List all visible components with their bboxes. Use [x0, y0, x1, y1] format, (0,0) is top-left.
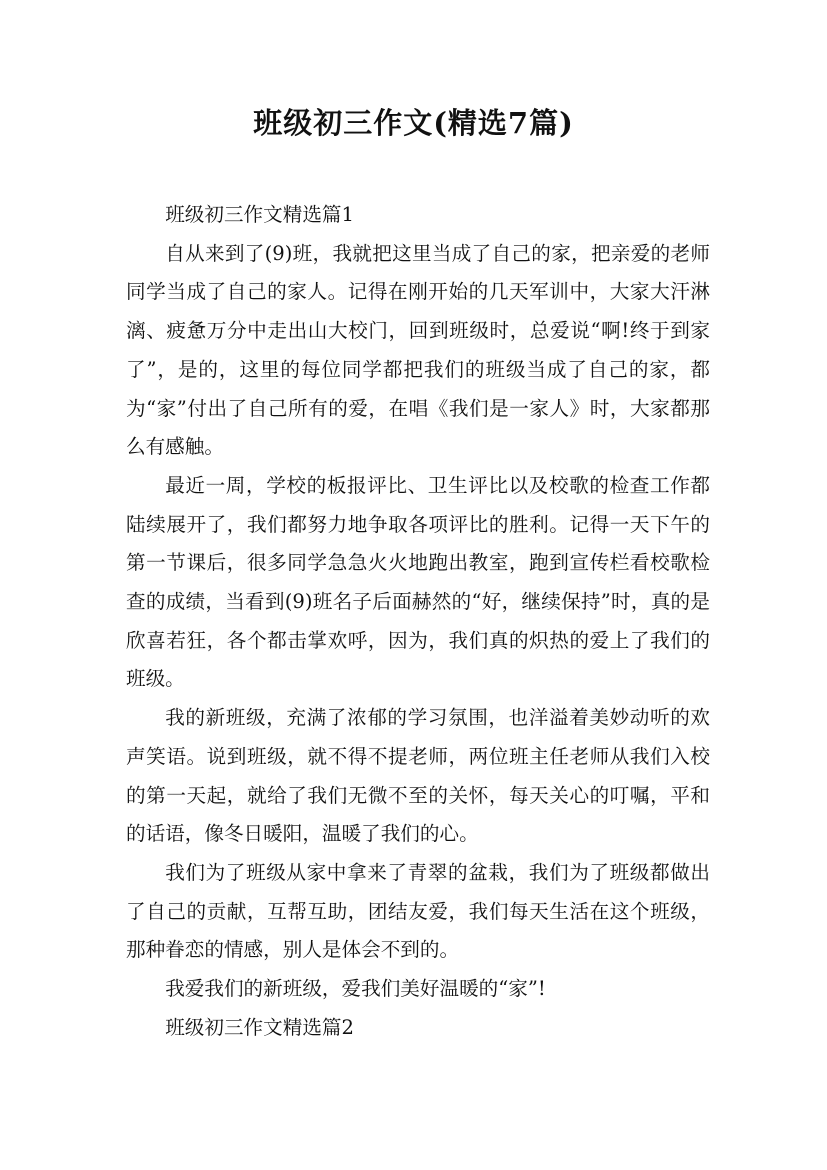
body-paragraph: 我的新班级，充满了浓郁的学习氛围，也洋溢着美妙动听的欢声笑语。说到班级，就不得不提老师，两位班主任老师从我们入校的第一天起，就给了我们无微不至的关怀，每天关心的叮嘱，平和的话语，像冬日暖阳，温暖了我们的心。 — [126, 706, 710, 846]
document-body — [126, 196, 710, 1047]
body-paragraph: 我们为了班级从家中拿来了青翠的盆栽，我们为了班级都做出了自己的贡献，互帮互助，团结友爱，我们每天生活在这个班级，那种眷恋的情感，别人是体会不到的。 — [126, 860, 710, 962]
body-paragraph: 我爱我们的新班级，爱我们美好温暖的“家”! — [165, 977, 546, 1001]
body-paragraph: 自从来到了(9)班，我就把这里当成了自己的家，把亲爱的老师同学当成了自己的家人。记得在刚开始的几天军训中，大家大汗淋漓、疲惫万分中走出山大校门，回到班级时，总爱说“啊!终于到家了”，是的，这里的每位同学都把我们的班级当成了自己的家，都为“家”付出了自己所有的爱，在唱《我们是一家人》时，大家都那么有感触。 — [126, 241, 710, 459]
document-title: 班级初三作文(精选7篇) — [253, 106, 574, 140]
section-heading: 班级初三作文精选篇2 — [165, 1015, 354, 1039]
section-heading: 班级初三作文精选篇1 — [165, 203, 354, 226]
body-paragraph: 最近一周，学校的板报评比、卫生评比以及校歌的检查工作都陆续展开了，我们都努力地争取各项评比的胜利。记得一天下午的第一节课后，很多同学急急火火地跑出教室，跑到宣传栏看校歌检查的成绩，当看到(9)班名子后面赫然的“好，继续保持”时，真的是欣喜若狂，各个都击掌欢呼，因为，我们真的炽热的爱上了我们的班级。 — [126, 473, 710, 691]
